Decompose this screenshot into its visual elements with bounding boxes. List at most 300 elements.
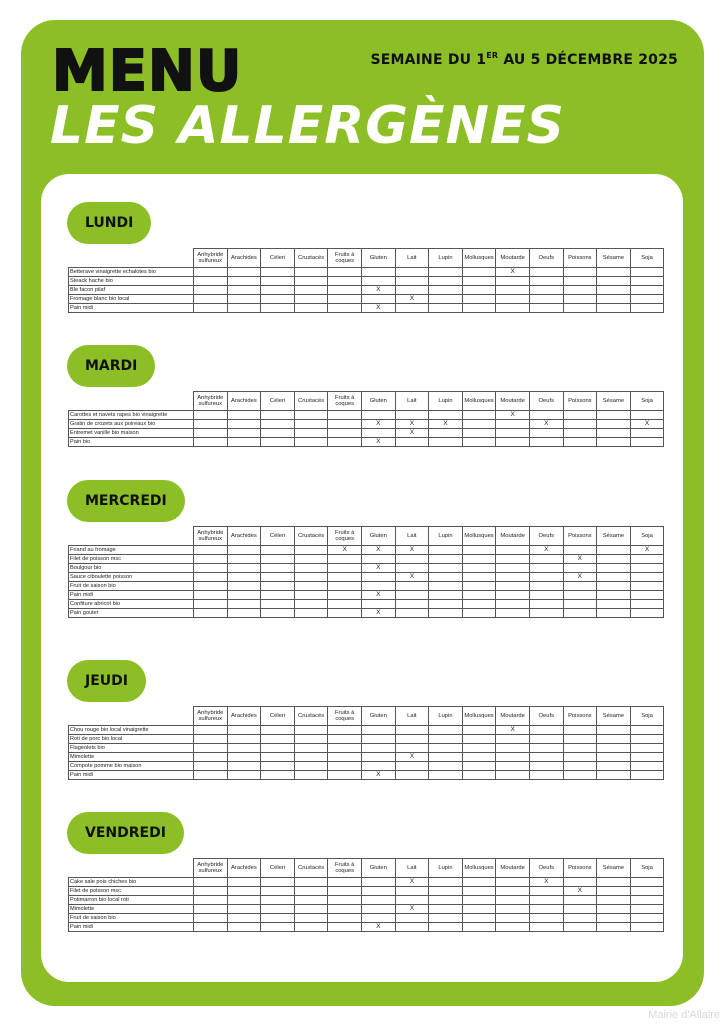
allergen-cell (462, 609, 496, 618)
allergen-cell: X (563, 887, 597, 896)
allergen-cell (429, 735, 463, 744)
allergen-header: Gluten (361, 707, 395, 726)
allergen-cell (328, 744, 362, 753)
allergen-cell (294, 600, 328, 609)
allergen-cell (395, 744, 429, 753)
dish-name: Carottes et navets rapes bio vinaigrette (69, 411, 194, 420)
allergen-header: Gluten (361, 859, 395, 878)
allergen-cell (529, 564, 563, 573)
allergen-cell: X (361, 771, 395, 780)
allergen-cell (597, 582, 631, 591)
allergen-header: Sésame (597, 249, 631, 268)
allergen-cell (429, 753, 463, 762)
allergen-cell (429, 582, 463, 591)
allergen-cell (529, 735, 563, 744)
dish-name: Chou rouge bio local vinaigrette (69, 726, 194, 735)
allergen-header: Poissons (563, 707, 597, 726)
allergen-header: Lait (395, 249, 429, 268)
allergen-cell: X (361, 420, 395, 429)
dish-name: Friand au fromage (69, 546, 194, 555)
allergen-cell (496, 591, 530, 600)
allergen-cell (597, 905, 631, 914)
table-header-row (69, 392, 664, 411)
allergen-cell (597, 295, 631, 304)
allergen-cell (630, 304, 664, 313)
dish-name: Cake sale pois chiches bio (69, 878, 194, 887)
allergen-cell (261, 573, 295, 582)
allergen-cell (563, 591, 597, 600)
allergen-cell (194, 286, 228, 295)
allergen-cell (462, 905, 496, 914)
allergen-cell (563, 726, 597, 735)
allergen-cell (630, 295, 664, 304)
allergen-cell (630, 411, 664, 420)
allergen-cell (462, 420, 496, 429)
allergen-cell (294, 564, 328, 573)
allergen-cell (529, 438, 563, 447)
allergen-cell (563, 923, 597, 932)
allergen-cell (328, 771, 362, 780)
allergen-cell (429, 286, 463, 295)
allergen-cell (328, 609, 362, 618)
allergen-cell (429, 771, 463, 780)
allergen-cell (361, 762, 395, 771)
allergen-cell: X (529, 878, 563, 887)
allergen-cell (328, 735, 362, 744)
allergen-cell: X (328, 546, 362, 555)
allergen-cell (261, 762, 295, 771)
allergen-cell (194, 268, 228, 277)
table-row (69, 744, 664, 753)
allergen-cell (529, 573, 563, 582)
dish-name: Mimolette (69, 905, 194, 914)
allergen-cell (429, 429, 463, 438)
allergen-cell (328, 887, 362, 896)
allergen-cell (294, 546, 328, 555)
allergen-cell (496, 923, 530, 932)
credit-text: Mairie d'Allaire (648, 1009, 720, 1021)
allergen-cell (496, 735, 530, 744)
allergen-header: Gluten (361, 527, 395, 546)
dish-name: Pain midi (69, 591, 194, 600)
allergen-cell: X (361, 923, 395, 932)
allergen-cell (429, 304, 463, 313)
allergen-cell (261, 295, 295, 304)
allergen-cell (395, 304, 429, 313)
allergen-cell (597, 726, 631, 735)
allergen-cell (328, 286, 362, 295)
allergen-cell (261, 735, 295, 744)
table-row (69, 923, 664, 932)
allergen-cell (462, 744, 496, 753)
allergen-cell (194, 762, 228, 771)
allergen-cell (563, 735, 597, 744)
table-row (69, 411, 664, 420)
allergen-cell (529, 762, 563, 771)
dish-name: Confiture abricot bio (69, 600, 194, 609)
table-row (69, 609, 664, 618)
allergen-header: Crustacés (294, 527, 328, 546)
allergen-cell (496, 914, 530, 923)
allergen-cell (294, 591, 328, 600)
allergen-cell (261, 304, 295, 313)
allergen-header: Lupin (429, 249, 463, 268)
allergen-cell (294, 887, 328, 896)
allergen-cell (395, 600, 429, 609)
allergen-cell (194, 744, 228, 753)
allergen-cell (563, 609, 597, 618)
allergen-cell (529, 555, 563, 564)
allergen-cell (462, 555, 496, 564)
allergen-cell (261, 744, 295, 753)
allergen-cell (294, 905, 328, 914)
allergen-cell: X (429, 420, 463, 429)
day-heading-vendredi: VENDREDI (67, 812, 184, 854)
allergen-cell (194, 753, 228, 762)
allergen-header: Gluten (361, 392, 395, 411)
allergen-header: Céleri (261, 249, 295, 268)
allergen-header: Anhybride sulfureux (194, 859, 228, 878)
allergen-cell (529, 887, 563, 896)
allergen-cell: X (361, 286, 395, 295)
allergen-cell (429, 555, 463, 564)
day-heading-lundi: LUNDI (67, 202, 151, 244)
allergen-cell (462, 600, 496, 609)
allergen-cell (597, 573, 631, 582)
allergen-cell (529, 600, 563, 609)
allergen-cell (395, 896, 429, 905)
allergen-cell (529, 277, 563, 286)
allergen-cell: X (496, 268, 530, 277)
allergen-cell: X (395, 420, 429, 429)
allergen-cell (563, 295, 597, 304)
table-row (69, 762, 664, 771)
allergen-cell (597, 268, 631, 277)
dish-name: Steack hache bio (69, 277, 194, 286)
allergen-header: Moutarde (496, 392, 530, 411)
allergen-table-lundi (68, 248, 664, 313)
allergen-cell (496, 609, 530, 618)
day-heading-jeudi: JEUDI (67, 660, 146, 702)
allergen-cell (529, 753, 563, 762)
table-row (69, 600, 664, 609)
allergen-cell (429, 878, 463, 887)
table-row (69, 591, 664, 600)
page-subtitle: LES ALLERGÈNES (50, 96, 565, 156)
table-row (69, 726, 664, 735)
allergen-cell (496, 753, 530, 762)
allergen-cell (294, 726, 328, 735)
dish-name: Mimolette (69, 753, 194, 762)
allergen-cell (597, 878, 631, 887)
allergen-cell (261, 591, 295, 600)
allergen-cell (294, 268, 328, 277)
allergen-cell: X (361, 438, 395, 447)
allergen-cell (563, 878, 597, 887)
allergen-header: Céleri (261, 392, 295, 411)
allergen-cell (496, 546, 530, 555)
allergen-cell (294, 438, 328, 447)
allergen-cell (261, 286, 295, 295)
allergen-cell (462, 564, 496, 573)
allergen-cell (361, 735, 395, 744)
allergen-cell: X (361, 304, 395, 313)
allergen-cell (361, 582, 395, 591)
allergen-cell (496, 286, 530, 295)
allergen-cell (194, 609, 228, 618)
allergen-header: Arachides (227, 859, 261, 878)
allergen-cell (630, 438, 664, 447)
allergen-cell (261, 555, 295, 564)
allergen-cell (395, 582, 429, 591)
dish-name: Sauce ciboulette poisson (69, 573, 194, 582)
allergen-cell (194, 295, 228, 304)
table-row (69, 555, 664, 564)
allergen-cell (429, 609, 463, 618)
allergen-header: Sésame (597, 859, 631, 878)
allergen-table-vendredi (68, 858, 664, 932)
allergen-cell (630, 896, 664, 905)
allergen-cell (462, 429, 496, 438)
allergen-cell (395, 555, 429, 564)
allergen-cell (630, 744, 664, 753)
allergen-cell (194, 896, 228, 905)
allergen-cell (462, 438, 496, 447)
allergen-cell: X (395, 878, 429, 887)
allergen-cell (294, 277, 328, 286)
table-row (69, 286, 664, 295)
allergen-cell (395, 591, 429, 600)
allergen-header: Oeufs (529, 527, 563, 546)
allergen-cell (395, 564, 429, 573)
header-blank-cell (69, 249, 194, 268)
dish-name: Betterave vinaigrette echalotes bio (69, 268, 194, 277)
allergen-cell (194, 277, 228, 286)
allergen-cell (630, 564, 664, 573)
allergen-cell (630, 277, 664, 286)
allergen-header: Sésame (597, 527, 631, 546)
allergen-cell (227, 277, 261, 286)
allergen-cell (597, 591, 631, 600)
allergen-cell (429, 564, 463, 573)
allergen-cell (261, 914, 295, 923)
allergen-cell: X (529, 420, 563, 429)
allergen-cell (361, 744, 395, 753)
allergen-cell (294, 582, 328, 591)
allergen-cell (328, 591, 362, 600)
allergen-cell (496, 905, 530, 914)
allergen-cell (630, 726, 664, 735)
allergen-header: Poissons (563, 859, 597, 878)
allergen-cell (496, 573, 530, 582)
dish-name: Pain gouter (69, 609, 194, 618)
allergen-cell (227, 420, 261, 429)
dish-name: Pain midi (69, 923, 194, 932)
allergen-header: Arachides (227, 707, 261, 726)
allergen-cell (563, 744, 597, 753)
allergen-cell (429, 268, 463, 277)
allergen-cell (597, 735, 631, 744)
dish-name: Fromage blanc bio local (69, 295, 194, 304)
allergen-cell (294, 555, 328, 564)
allergen-cell (261, 277, 295, 286)
allergen-cell (361, 277, 395, 286)
allergen-cell (194, 555, 228, 564)
allergen-header: Sésame (597, 392, 631, 411)
table-row (69, 753, 664, 762)
allergen-cell (630, 771, 664, 780)
allergen-cell (529, 771, 563, 780)
allergen-cell (194, 438, 228, 447)
allergen-cell (597, 762, 631, 771)
dish-name: Boulgour bio (69, 564, 194, 573)
allergen-cell (361, 295, 395, 304)
allergen-cell (597, 564, 631, 573)
allergen-cell (194, 582, 228, 591)
allergen-cell (261, 905, 295, 914)
allergen-header: Céleri (261, 527, 295, 546)
allergen-cell (529, 295, 563, 304)
allergen-header: Oeufs (529, 859, 563, 878)
allergen-cell (261, 753, 295, 762)
week-prefix: SEMAINE DU 1 (370, 52, 487, 68)
allergen-cell: X (361, 564, 395, 573)
allergen-cell (261, 438, 295, 447)
allergen-header: Poissons (563, 249, 597, 268)
allergen-cell (563, 286, 597, 295)
allergen-cell (294, 573, 328, 582)
table-row (69, 546, 664, 555)
allergen-header: Oeufs (529, 707, 563, 726)
allergen-cell (328, 878, 362, 887)
allergen-cell (462, 304, 496, 313)
allergen-header: Lait (395, 527, 429, 546)
allergen-cell (529, 744, 563, 753)
allergen-cell (429, 277, 463, 286)
allergen-cell (597, 609, 631, 618)
allergen-cell (328, 564, 362, 573)
allergen-cell (227, 905, 261, 914)
dish-name: Pain midi (69, 304, 194, 313)
table-row (69, 914, 664, 923)
allergen-cell (361, 573, 395, 582)
allergen-cell (361, 896, 395, 905)
allergen-cell (630, 268, 664, 277)
allergen-cell (227, 564, 261, 573)
allergen-cell (294, 771, 328, 780)
allergen-header: Soja (630, 249, 664, 268)
allergen-cell (630, 762, 664, 771)
allergen-cell (630, 735, 664, 744)
table-row (69, 905, 664, 914)
allergen-cell (328, 411, 362, 420)
allergen-cell (361, 914, 395, 923)
dish-name: Compote pomme bio maison (69, 762, 194, 771)
allergen-cell (227, 582, 261, 591)
allergen-cell (261, 564, 295, 573)
allergen-cell (496, 582, 530, 591)
dish-name: Filet de poisson msc (69, 555, 194, 564)
allergen-header: Poissons (563, 392, 597, 411)
allergen-cell (597, 914, 631, 923)
allergen-cell (227, 411, 261, 420)
allergen-cell (563, 420, 597, 429)
allergen-cell (227, 887, 261, 896)
allergen-cell (529, 582, 563, 591)
allergen-header: Moutarde (496, 527, 530, 546)
allergen-header: Moutarde (496, 859, 530, 878)
allergen-cell (563, 564, 597, 573)
page-title: MENU (52, 39, 243, 104)
allergen-cell (462, 277, 496, 286)
allergen-cell (194, 411, 228, 420)
allergen-cell: X (630, 420, 664, 429)
allergen-header: Crustacés (294, 249, 328, 268)
allergen-cell (462, 546, 496, 555)
allergen-header: Mollusques (462, 527, 496, 546)
allergen-cell (496, 429, 530, 438)
allergen-cell (328, 438, 362, 447)
allergen-cell (496, 295, 530, 304)
allergen-header: Fruits à coques (328, 859, 362, 878)
allergen-cell (395, 726, 429, 735)
allergen-header: Anhybride sulfureux (194, 707, 228, 726)
table-row (69, 429, 664, 438)
allergen-cell (261, 896, 295, 905)
allergen-cell (227, 771, 261, 780)
allergen-cell (227, 744, 261, 753)
allergen-cell (462, 411, 496, 420)
allergen-cell (563, 914, 597, 923)
allergen-cell (194, 600, 228, 609)
table-row (69, 573, 664, 582)
allergen-cell (294, 753, 328, 762)
allergen-header: Céleri (261, 859, 295, 878)
allergen-table-jeudi (68, 706, 664, 780)
table-row (69, 438, 664, 447)
allergen-cell (529, 609, 563, 618)
allergen-cell (597, 438, 631, 447)
allergen-cell (496, 744, 530, 753)
allergen-header: Lait (395, 392, 429, 411)
allergen-cell (294, 609, 328, 618)
allergen-cell (328, 304, 362, 313)
table-header-row (69, 707, 664, 726)
allergen-cell: X (395, 753, 429, 762)
table-row (69, 277, 664, 286)
allergen-cell (328, 555, 362, 564)
day-heading-mardi: MARDI (67, 345, 155, 387)
allergen-cell (328, 726, 362, 735)
allergen-cell (496, 771, 530, 780)
allergen-cell (328, 923, 362, 932)
allergen-cell (429, 546, 463, 555)
allergen-cell (194, 726, 228, 735)
allergen-cell (294, 762, 328, 771)
allergen-cell (597, 555, 631, 564)
allergen-cell (563, 438, 597, 447)
allergen-header: Lupin (429, 392, 463, 411)
table-row (69, 564, 664, 573)
allergen-cell (630, 609, 664, 618)
allergen-cell (227, 591, 261, 600)
allergen-cell (597, 546, 631, 555)
allergen-cell (294, 286, 328, 295)
allergen-cell (529, 896, 563, 905)
allergen-cell (395, 923, 429, 932)
allergen-cell (496, 420, 530, 429)
allergen-cell (361, 753, 395, 762)
